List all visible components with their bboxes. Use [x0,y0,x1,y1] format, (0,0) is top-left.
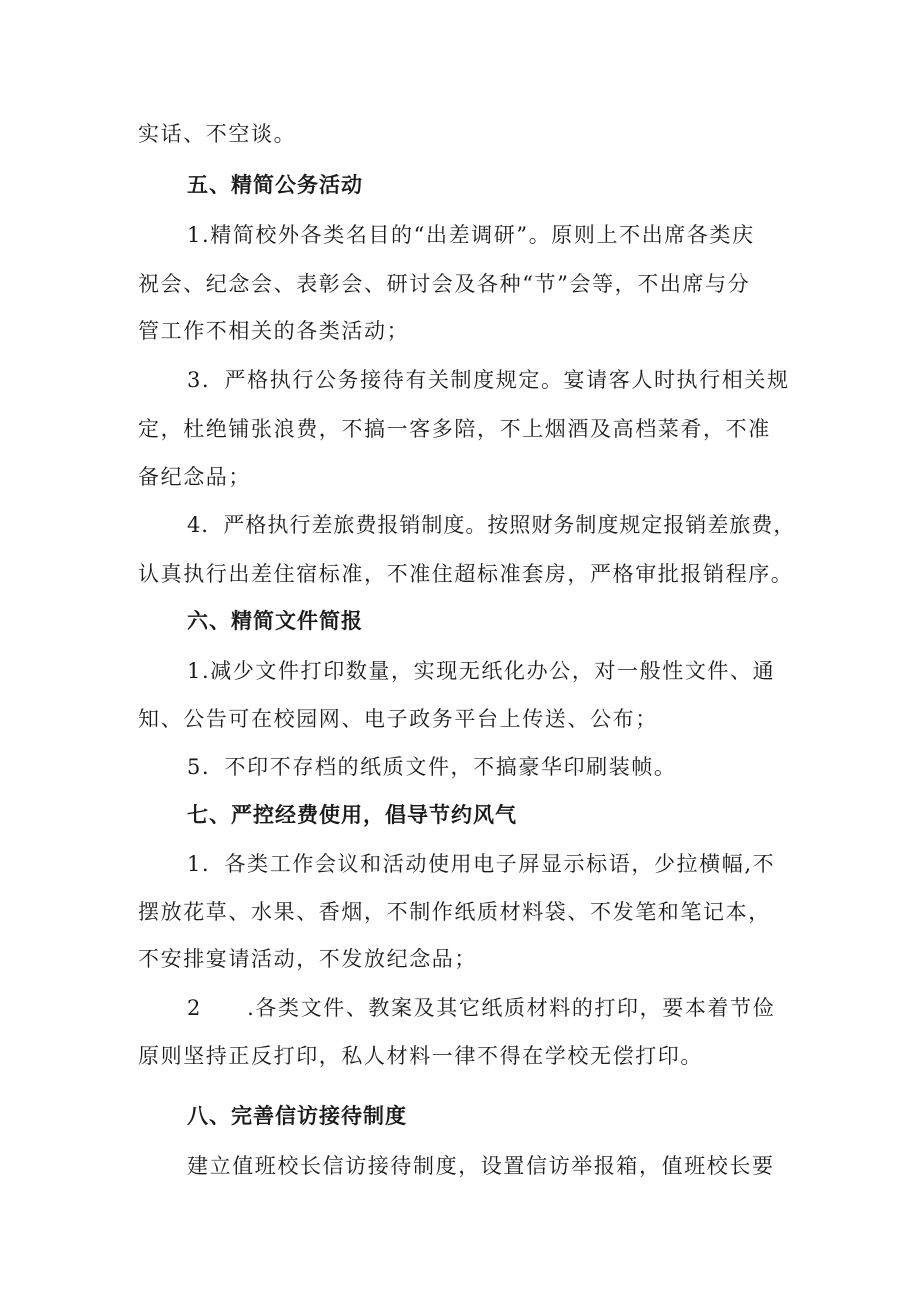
section-heading: 五、精简公务活动 [187,173,363,197]
text-line: 1.精简校外各类名目的“出差调研”。原则上不出席各类庆 [187,223,755,247]
text-line: 知、公告可在校园网、电子政务平台上传送、公布； [138,707,658,731]
text-line: 备纪念品； [138,465,251,489]
text-line: 建立值班校长信访接待制度，设置信访举报箱，值班校长要 [187,1154,775,1178]
text-line: 管工作不相关的各类活动； [138,319,410,343]
text-line: 1．各类工作会议和活动使用电子屏显示标语，少拉横幅,不 [187,852,776,876]
text-line: 定，杜绝铺张浪费，不搞一客多陪，不上烟酒及高档菜肴，不准 [138,417,771,441]
section-heading: 七、严控经费使用，倡导节约风气 [187,803,517,827]
text-line: 原则坚持正反打印，私人材料一律不得在学校无偿打印。 [138,1044,703,1068]
text-line: 3．严格执行公务接待有关制度规定。宴请客人时执行相关规 [187,368,790,392]
text-line: 5．不印不存档的纸质文件，不搞豪华印刷装帧。 [187,755,677,779]
text-line: 4．严格执行差旅费报销制度。按照财务制度规定报销差旅费， [187,513,796,537]
text-line: 实话、不空谈。 [138,122,297,146]
text-line: 1.减少文件打印数量，实现无纸化办公，对一般性文件、通 [187,659,776,683]
section-heading: 六、精简文件简报 [187,609,363,633]
text-line: 祝会、纪念会、表彰会、研讨会及各种“节”会等，不出席与分 [138,272,751,296]
text-line: 不安排宴请活动，不发放纪念品； [138,947,477,971]
text-line: 摆放花草、水果、香烟，不制作纸质材料袋、不发笔和笔记本， [138,900,771,924]
section-heading: 八、完善信访接待制度 [187,1104,407,1128]
text-line: 2 .各类文件、教案及其它纸质材料的打印，要本着节俭 [187,996,776,1020]
text-line: 认真执行出差住宿标准，不准住超标准套房，严格审批报销程序。 [138,562,794,586]
